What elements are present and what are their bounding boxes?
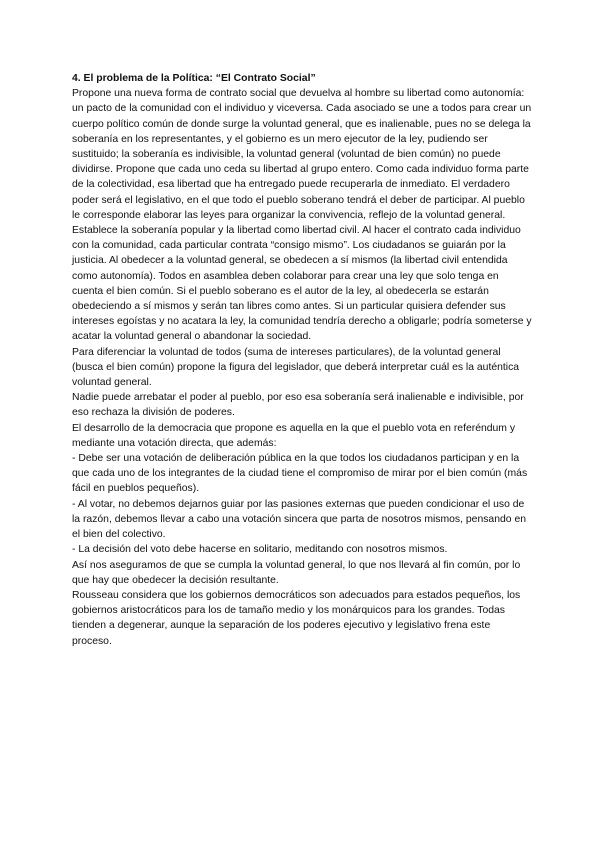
paragraph-forms-of-government: Rousseau considera que los gobiernos democráticos son adecuados para estados pequeños, los gobiernos aristocráticos para los de tamaño medio y los monárquicos para los grandes. Todas tienden a degenerar, aunque la separación de los poderes ejecutivo y legislativo frena este proceso. xyxy=(72,589,521,647)
paragraph-democracy: El desarrollo de la democracia que propone es aquella en la que el pueblo vota en referéndum y mediante una votación directa, que además: xyxy=(72,422,516,449)
paragraph-general-will: Así nos aseguramos de que se cumpla la voluntad general, lo que nos llevará al fin común, por lo que hay que obedecer la decisión resultante. xyxy=(72,559,521,586)
document-page xyxy=(72,71,532,649)
list-item-sincere-vote: - Al votar, no debemos dejarnos guiar por las pasiones externas que pueden condicionar el uso de la razón, debemos llevar a cabo una votación sincera que parta de nosotros mismos, pensando en el bien del colectivo. xyxy=(72,498,526,541)
paragraph-social-contract: Propone una nueva forma de contrato social que devuelva al hombre su libertad como autonomía: un pacto de la comunidad con el individuo y viceversa. Cada asociado se une a todos para crear un cuerpo político común de donde surge la voluntad general, que es inalienable, pues no se delega la soberanía en los representantes, y el gobierno es un mero ejecutor de la ley, pudiendo ser sustituido; la soberanía es indivisible, la voluntad general (voluntad de bien común) no puede dividirse. Propone que cada uno ceda su libertad al grupo entero. Como cada individuo forma parte de la colectividad, esa libertad que ha entregado puede recuperarla de inmediato. El verdadero poder será el legislativo, en el que todo el pueblo soberano tendrá el deber de participar. Al pueblo le corresponde elaborar las leyes para organizar la convivencia, reflejo de la voluntad general. xyxy=(72,88,532,221)
section-title: 4. El problema de la Política: “El Contrato Social” xyxy=(72,73,316,84)
list-item-solitary-decision: - La decisión del voto debe hacerse en solitario, meditando con nosotros mismos. xyxy=(72,544,448,556)
paragraph-popular-sovereignty: Establece la soberanía popular y la libertad como libertad civil. Al hacer el contrato cada individuo con la comunidad, cada particular contrata “consigo mismo”. Los ciudadanos se guiarán por la justicia. Al obedecer a la voluntad general, se obedecen a sí mismos (la libertad civil entendida como autonomía). Todos en asamblea deben colaborar para crear una ley que solo tenga en cuenta el bien común. Si el pueblo soberano es el autor de la ley, al obedecerla se estarán obedeciendo a sí mismos y serán tan libres como antes. Si un particular quisiera defender sus intereses egoístas y no acatara la ley, la comunidad tendría derecho a obligarle; podría someterse y acatar la voluntad general o abandonar la sociedad. xyxy=(72,225,532,343)
paragraph-inalienable-power: Nadie puede arrebatar el poder al pueblo, por eso esa soberanía será inalienable e indivisible, por eso rechaza la división de poderes. xyxy=(72,392,524,419)
paragraph-legislator: Para diferenciar la voluntad de todos (suma de intereses particulares), de la voluntad general (busca el bien común) propone la figura del legislador, que deberá interpretar cuál es la auténtica voluntad general. xyxy=(72,346,520,389)
list-item-public-deliberation: - Debe ser una votación de deliberación pública en la que todos los ciudadanos participan y en la que cada uno de los integrantes de la ciudad tiene el compromiso de mirar por el bien común (más fácil en pueblos pequeños). xyxy=(72,453,528,495)
